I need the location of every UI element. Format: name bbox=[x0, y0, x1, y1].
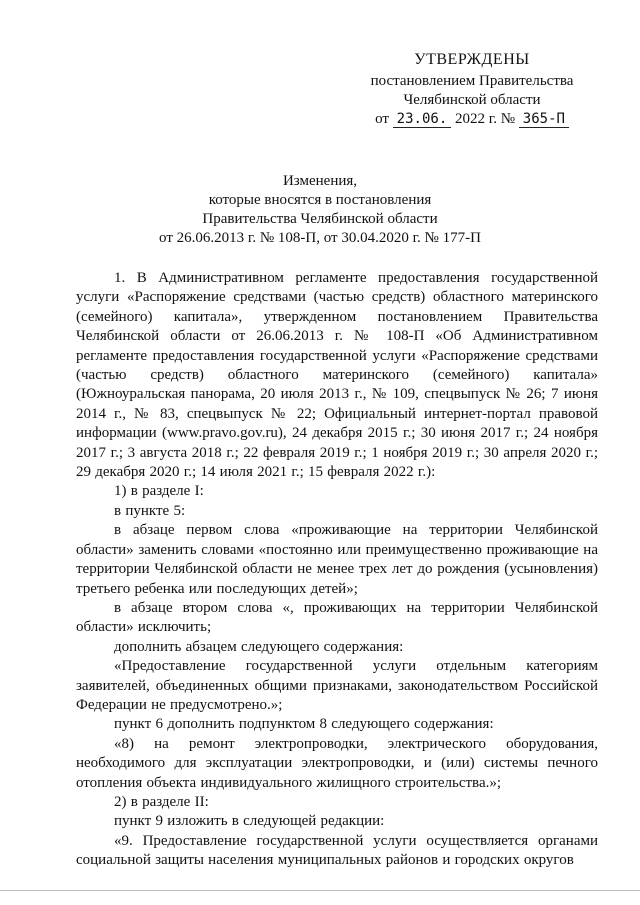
paragraph-point-9: пункт 9 изложить в следующей редакции: bbox=[114, 813, 385, 830]
changes-heading bbox=[0, 172, 640, 248]
paragraph-first-abzac: в абзаце первом слова «проживающие на территории Челябинской области» заменить словами «постоянно или преимущественно проживающие на территории Челябинской области не менее трех лет до рождения (усыновления) третьего ребенка или последующих детей»; bbox=[76, 522, 598, 597]
changes-heading-line-2: которые вносятся в постановления bbox=[208, 192, 432, 208]
approval-date-prefix: от bbox=[375, 111, 389, 127]
approval-stamp bbox=[352, 50, 592, 129]
approval-date-handwritten: 23.06. bbox=[393, 112, 452, 128]
paragraph-add-abzac: дополнить абзацем следующего содержания: bbox=[114, 638, 404, 655]
paragraph-quote-provision: «Предоставление государственной услуги отдельным категориям заявителей, объединенных общими признаками, законодательством Российской Федерации не предусмотрено.»; bbox=[76, 658, 598, 713]
approval-number-handwritten: 365-П bbox=[519, 112, 569, 128]
document-body bbox=[76, 269, 598, 871]
approval-line-government: постановлением Правительства bbox=[370, 73, 574, 89]
approval-line-region: Челябинской области bbox=[403, 92, 541, 108]
changes-heading-line-1: Изменения, bbox=[282, 173, 358, 189]
paragraph-point-5: в пункте 5: bbox=[114, 502, 186, 519]
paragraph-amendment-1: 1. В Административном регламенте предоставления государственной услуги «Распоряжение средствами (частью средств) областного материнского (семейного) капитала», утвержденном постановлением Правительства Челябинской области от 26.06.2013 г. № 108-П «Об Административном регламенте предоставления государственной услуги «Распоряжение средствами (частью средств) областного материнского (семейного) капитала» (Южноуральская панорама, 20 июля 2013 г., № 109, спецвыпуск № 26; 7 июня 2014 г., № 83, спецвыпуск № 22; Официальный интернет-портал правовой информации (www.pravo.gov.ru), 24 декабря 2015 г.; 30 июня 2017 г.; 24 ноября 2017 г.; 3 августа 2018 г.; 22 февраля 2019 г.; 1 ноября 2019 г.; 30 апреля 2020 г.; 29 декабря 2020 г.; 14 июля 2021 г.; 15 февраля 2022 г.): bbox=[76, 270, 598, 481]
approval-date-line bbox=[352, 110, 592, 129]
paragraph-subpoint-8: «8) на ремонт электропроводки, электрического оборудования, необходимого для эксплуатации электропроводки, и (или) системы печного отопления объекта индивидуального жилищного строительства.»; bbox=[76, 735, 598, 791]
changes-heading-line-3: Правительства Челябинской области bbox=[202, 211, 438, 227]
page-bottom-edge bbox=[0, 890, 640, 891]
paragraph-point-6: пункт 6 дополнить подпунктом 8 следующего содержания: bbox=[114, 716, 494, 733]
approval-title: УТВЕРЖДЕНЫ bbox=[414, 51, 530, 68]
paragraph-section-1: 1) в разделе I: bbox=[114, 483, 204, 500]
paragraph-section-2: 2) в разделе II: bbox=[114, 793, 209, 810]
paragraph-point-9-text: «9. Предоставление государственной услуги осуществляется органами социальной защиты населения муниципальных районов и городских округов bbox=[76, 832, 598, 869]
paragraph-second-abzac: в абзаце втором слова «, проживающих на территории Челябинской области» исключить; bbox=[76, 599, 598, 636]
changes-heading-line-4: от 26.06.2013 г. № 108-П, от 30.04.2020 г. № 177-П bbox=[159, 230, 481, 246]
approval-year-text: 2022 г. № bbox=[455, 111, 516, 127]
